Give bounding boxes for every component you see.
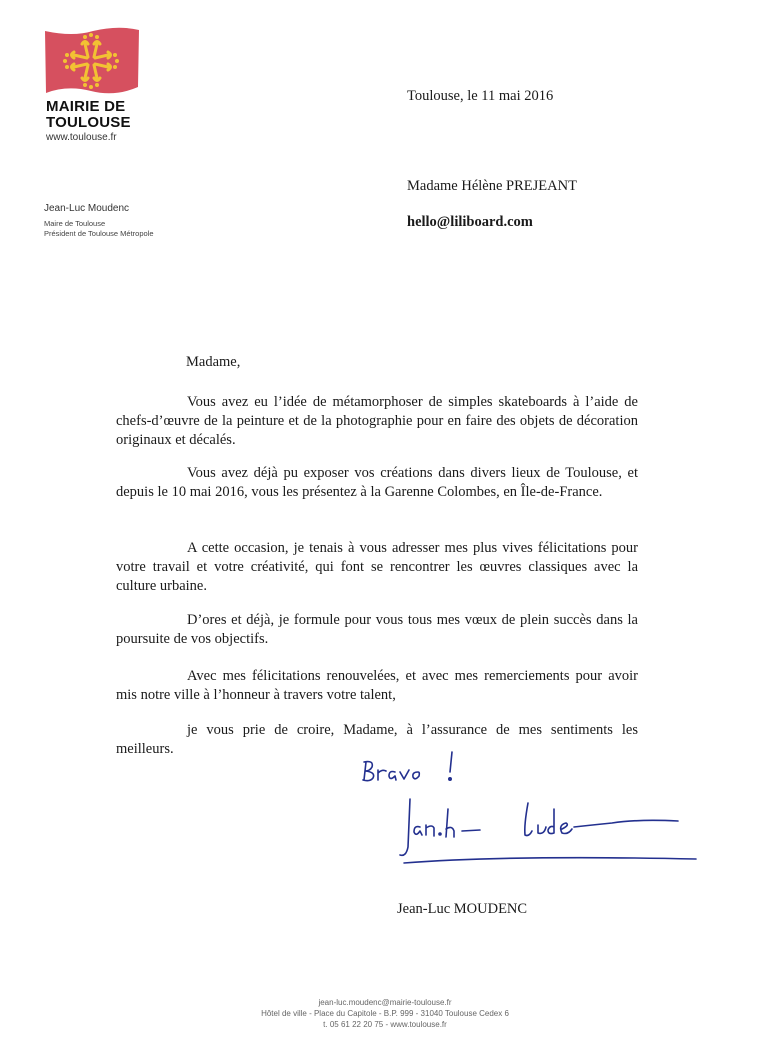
logo-line-2: TOULOUSE bbox=[46, 114, 131, 131]
sender-name: Jean-Luc Moudenc bbox=[44, 203, 130, 214]
sender-role-mayor: Maire de Toulouse bbox=[44, 219, 106, 228]
footer-address: Hôtel de ville - Place du Capitole - B.P. 999 - 31040 Toulouse Cedex 6 bbox=[261, 1009, 509, 1018]
handwritten-bravo bbox=[360, 748, 470, 790]
occitan-cross-icon bbox=[43, 25, 141, 99]
logo-title bbox=[46, 99, 131, 131]
logo-url: www.toulouse.fr bbox=[46, 132, 117, 143]
date-line: Toulouse, le 11 mai 2016 bbox=[407, 88, 554, 104]
footer-phone-web: t. 05 61 22 20 75 - www.toulouse.fr bbox=[323, 1020, 447, 1029]
paragraph-5: Avec mes félicitations renouvelées, et avec mes remerciements pour avoir mis notre ville à l’honneur à travers votre talent, bbox=[116, 668, 638, 703]
paragraph-4: D’ores et déjà, je formule pour vous tous mes vœux de plein succès dans la poursuite de vos objectifs. bbox=[116, 612, 638, 647]
greeting: Madame, bbox=[186, 354, 241, 370]
paragraph-1: Vous avez eu l’idée de métamorphoser de simples skateboards à l’aide de chefs-d’œuvre de la peinture et de la photographie pour en faire des objets de décoration originaux et décalés. bbox=[116, 394, 638, 448]
signature bbox=[398, 795, 700, 875]
paragraph-2: Vous avez déjà pu exposer vos créations dans divers lieux de Toulouse, et depuis le 10 mai 2016, vous les présentez à la Garenne Colombes, en Île-de-France. bbox=[116, 465, 638, 500]
paragraph-3: A cette occasion, je tenais à vous adresser mes plus vives félicitations pour votre travail et votre créativité, qui font se rencontrer les œuvres classiques avec la culture urbaine. bbox=[116, 540, 638, 594]
recipient-name: Madame Hélène PREJEANT bbox=[407, 178, 577, 194]
signer-name: Jean-Luc MOUDENC bbox=[397, 901, 528, 917]
recipient-email: hello@liliboard.com bbox=[407, 214, 533, 230]
footer bbox=[200, 997, 570, 1030]
logo-line-1: MAIRIE DE bbox=[46, 98, 126, 115]
paragraph-6: je vous prie de croire, Madame, à l’assurance de mes sentiments les meilleurs. bbox=[116, 722, 638, 757]
sender-role-metropole: Président de Toulouse Métropole bbox=[44, 229, 154, 238]
footer-email: jean-luc.moudenc@mairie-toulouse.fr bbox=[318, 998, 452, 1007]
